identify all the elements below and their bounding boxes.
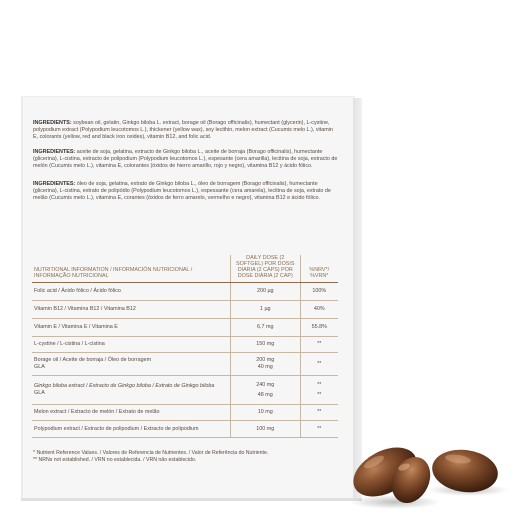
nutrient-dose: 100 mg <box>230 421 300 438</box>
nutrient-name: Vitamin B12 / Vitamina B12 / Vitamina B12 <box>32 301 230 319</box>
nutrient-nrv: ** <box>300 337 338 353</box>
nutrient-name: L-cystine / L-cistina / L-cistina <box>32 337 230 353</box>
nutrient-name: Polypodium extract / Extracto de polipodium / Extracto de polipodium <box>32 421 230 438</box>
nutrient-dose: 200 µg <box>230 283 300 301</box>
nutrient-dose-main: 240 mg <box>256 381 275 388</box>
nutrient-name: Vitamin E / Vitamina E / Vitamina E <box>32 319 230 337</box>
ingredients-label: INGREDIENTES: <box>33 149 76 155</box>
nutrient-nrv: ** <box>300 405 338 421</box>
nutrient-name-sub: GLA <box>34 390 45 396</box>
footnote-nrv: * Nutrient Reference Values. / Valores de Referencia de Nutrientes. / Valor de Referência do Nutriente. <box>33 450 269 456</box>
header-nutritional-information: NUTRITIONAL INFORMATION / INFORMACIÓN NUTRICIONAL / INFORMAÇÃO NUTRICIONAL <box>32 255 230 283</box>
nutrient-nrv: ** <box>300 353 338 376</box>
nutrient-dose-main: 200 mg <box>256 357 275 364</box>
nutrient-nrv: 40% <box>300 301 338 319</box>
ingredients-text: óleo de soja, gelatina, extrato de Ginkgo biloba L., óleo de borragem (Borago officinalis), humectante (glicerina), L-cistina, extrato de polipódio (Polypodium leucotomos L.), espessante (cera amarela), lecitina de soja, extrato de melão (Cucumis melo L.), vitamina E, corantes (óxidos de ferro amarelo, vermelho e negro), vitamina B12 e ácido fólico. <box>33 181 331 202</box>
nutrient-nrv-main: ** <box>317 381 322 388</box>
nutrient-dose: 1 µg <box>230 301 300 319</box>
ingredients-text: aceite de soja, gelatina, extracto de Ginkgo biloba L., aceite de borraja (Borago officinalis), humectante (glicerina), L-cistina, extracto de polipodium (Polypodium leucotomos L.), espesante (cera amarilla), lecitina de soja, extracto de melón (Cucumis melo L.), vitamina E, colorantes (óxidos de hierro amarillo, rojo y negro), vitamina B12 y ácido fólico. <box>33 149 338 170</box>
nutrient-name-sub: GLA <box>34 364 45 370</box>
nutrient-nrv: 100% <box>300 283 338 301</box>
nutrient-name: Melon extract / Extracto de melón / Extrato de melão <box>32 405 230 421</box>
nutrient-nrv-sub: ** <box>317 391 322 398</box>
nutrient-dose: 6,7 mg <box>230 319 300 337</box>
nutrient-nrv: ** <box>300 421 338 438</box>
nutrient-name-main: Ginkgo biloba extract / Extracto de Ginkgo biloba / Extrato de Ginkgo biloba <box>34 383 215 390</box>
nutrient-dose-sub: 40 mg <box>257 364 273 370</box>
header-daily-dose: DAILY DOSE (2 SOFTGEL) POR DOSIS DIARIA (2 CÁPS) POR DOSE DIÁRIA (2 CAP) <box>230 255 300 283</box>
footnote-not-established: ** NRNs not established. / VRN no establecida. / VRN não establecido. <box>33 456 197 463</box>
ingredients-text: soybean oil, gelatin, Ginkgo biloba L. extract, borage oil (Borago officinalis), humectant (glycerin), L-cystine, polypodium extract (Polypodium leucotomos L.), thickener (yellow wax), soy lecithin, melon extract (Cucumis melo L.), vitamin E, colorants (yellow, red and black iron oxides), vitamin B12, and folic acid. <box>33 120 333 141</box>
ingredients-label: INGREDIENTES: <box>33 181 76 187</box>
ingredients-label: INGREDIENTS: <box>33 120 72 126</box>
header-nrv: %NRV*/ %VRN* <box>300 255 338 283</box>
nutrient-dose: 150 mg <box>230 337 300 353</box>
nutrient-name: Folic acid / Ácido fólico / Ácido fólico <box>32 283 230 301</box>
nutrient-dose-sub: 48 mg <box>257 391 273 398</box>
capsule-shadow <box>349 495 441 509</box>
nutrient-dose: 10 mg <box>230 405 300 421</box>
nutrient-name-main: Borage oil / Aceite de borraja / Óleo de borragem <box>34 357 152 364</box>
nutrient-nrv: 55.8% <box>300 319 338 337</box>
